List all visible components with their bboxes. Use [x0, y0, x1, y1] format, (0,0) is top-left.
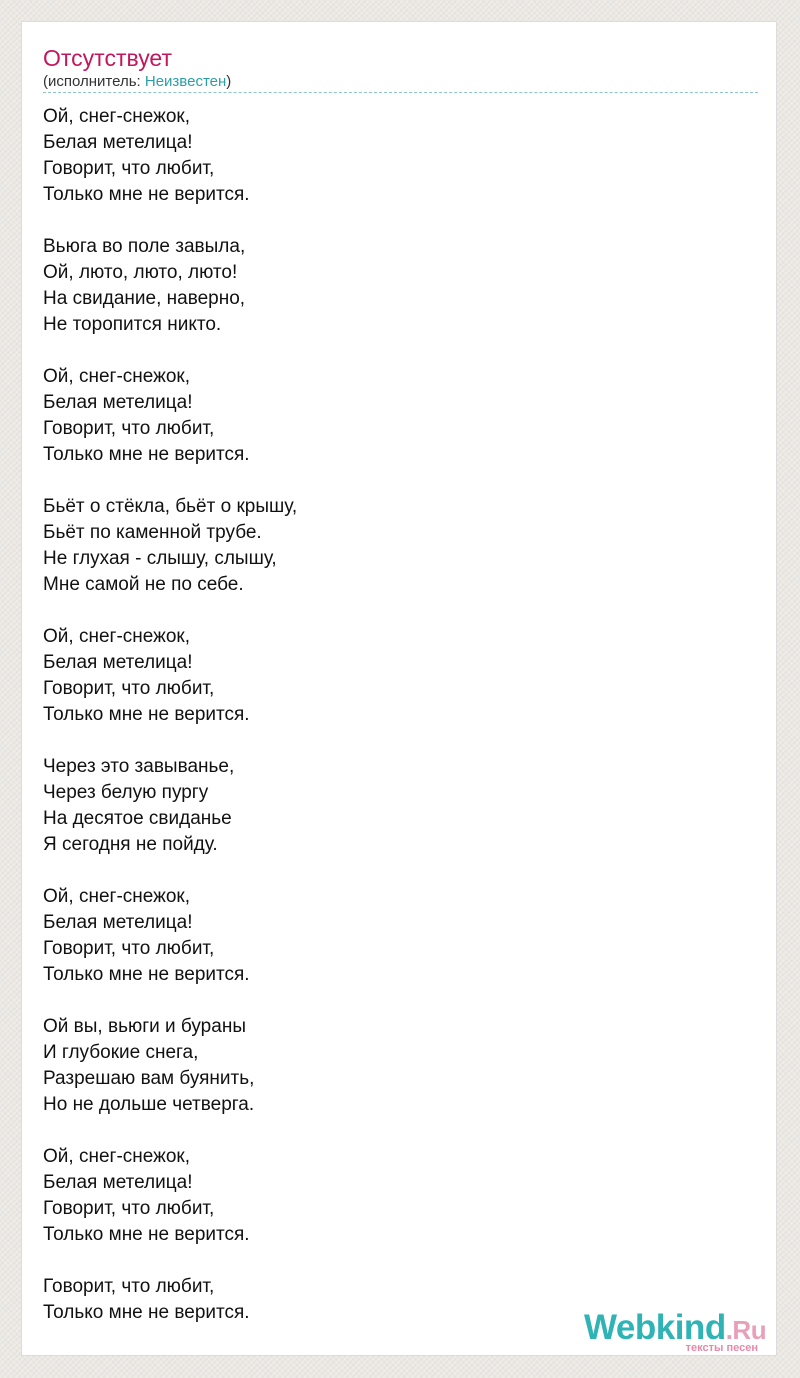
lyrics-line: Белая метелица!: [43, 652, 193, 673]
lyrics-line: Только мне не верится.: [43, 184, 250, 205]
lyrics-stanza: [43, 884, 297, 988]
lyrics-text: [43, 104, 297, 1352]
lyrics-stanza: [43, 1014, 297, 1118]
lyrics-stanza: [43, 364, 297, 468]
lyrics-line: Говорит, что любит,: [43, 678, 215, 699]
lyrics-line: Белая метелица!: [43, 132, 193, 153]
lyrics-line: На десятое свиданье: [43, 808, 232, 829]
lyrics-line: Но не дольше четверга.: [43, 1094, 255, 1115]
lyrics-line: Бьёт по каменной трубе.: [43, 522, 262, 543]
lyrics-line: Только мне не верится.: [43, 704, 250, 725]
lyrics-line: Ой, снег-снежок,: [43, 886, 190, 907]
lyrics-line: Разрешаю вам буянить,: [43, 1068, 255, 1089]
lyrics-stanza: [43, 104, 297, 208]
song-title: Отсутствует: [43, 45, 172, 71]
lyrics-line: Ой, снег-снежок,: [43, 1146, 190, 1167]
lyrics-line: Белая метелица!: [43, 392, 193, 413]
lyrics-line: Только мне не верится.: [43, 1302, 250, 1323]
lyrics-line: Мне самой не по себе.: [43, 574, 244, 595]
lyrics-line: Ой, люто, люто, люто!: [43, 262, 238, 283]
lyrics-line: Вьюга во поле завыла,: [43, 236, 246, 257]
lyrics-stanza: [43, 754, 297, 858]
lyrics-card: [21, 21, 777, 1356]
lyrics-stanza: [43, 1274, 297, 1326]
lyrics-line: Ой, снег-снежок,: [43, 106, 190, 127]
lyrics-line: Бьёт о стёкла, бьёт о крышу,: [43, 496, 298, 517]
lyrics-line: Белая метелица!: [43, 912, 193, 933]
title-divider: [43, 92, 758, 93]
artist-suffix: ): [226, 73, 232, 90]
lyrics-line: Ой, снег-снежок,: [43, 366, 190, 387]
lyrics-line: Говорит, что любит,: [43, 938, 215, 959]
lyrics-line: На свидание, наверно,: [43, 288, 246, 309]
lyrics-line: Только мне не верится.: [43, 444, 250, 465]
logo-tagline: тексты песен: [685, 1342, 758, 1354]
lyrics-stanza: [43, 1144, 297, 1248]
artist-prefix: (исполнитель:: [43, 73, 145, 90]
lyrics-line: Ой, снег-снежок,: [43, 626, 190, 647]
lyrics-line: Только мне не верится.: [43, 1224, 250, 1245]
lyrics-line: Говорит, что любит,: [43, 1198, 215, 1219]
logo-tld: .Ru: [725, 1315, 767, 1345]
lyrics-line: Через это завыванье,: [43, 756, 235, 777]
logo-main-text: Webkind: [584, 1308, 726, 1347]
lyrics-line: Через белую пургу: [43, 782, 209, 803]
lyrics-stanza: [43, 494, 297, 598]
lyrics-line: Не глухая - слышу, слышу,: [43, 548, 277, 569]
lyrics-line: Белая метелица!: [43, 1172, 193, 1193]
lyrics-line: Не торопится никто.: [43, 314, 222, 335]
lyrics-line: Говорит, что любит,: [43, 158, 215, 179]
lyrics-stanza: [43, 234, 297, 338]
lyrics-stanza: [43, 624, 297, 728]
lyrics-line: И глубокие снега,: [43, 1042, 199, 1063]
webkind-logo[interactable]: [584, 1308, 774, 1354]
lyrics-line: Говорит, что любит,: [43, 1276, 215, 1297]
lyrics-line: Только мне не верится.: [43, 964, 250, 985]
artist-link[interactable]: Неизвестен: [144, 73, 227, 90]
lyrics-line: Говорит, что любит,: [43, 418, 215, 439]
artist-line: [43, 73, 231, 91]
lyrics-line: Ой вы, вьюги и бураны: [43, 1016, 246, 1037]
lyrics-line: Я сегодня не пойду.: [43, 834, 218, 855]
